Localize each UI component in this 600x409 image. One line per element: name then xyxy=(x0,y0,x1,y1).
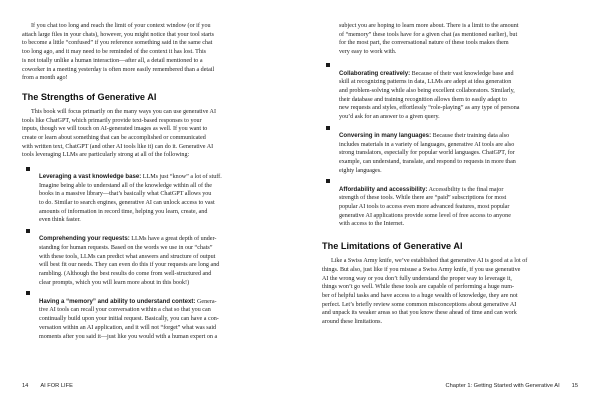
list-item-lead: Having a “memory” and ability to understand context: xyxy=(39,297,196,305)
square-bullet-icon xyxy=(326,126,330,130)
list-item xyxy=(22,227,284,288)
list-item-text: Accessibility is the final major strength of these tools. While there are “paid” subscriptions for most popular AI tools to access even more advanced features, most popular generative AI applications provide some level of free access to anyone with access to the Internet. xyxy=(339,186,511,228)
square-bullet-icon xyxy=(326,63,330,67)
left-paragraph-2: This book will focus primarily on the many ways you can use generative AI tools like ChatGPT, which primarily provide text-based responses to your inputs, though we will touch on AI-generated images as well. If you want to create or learn about something that can be accomplished or communicated with written text, ChatGPT (and other AI tools like it) can do it. Generative AI tools leveraging LLMs are particularly strong at all of the following: xyxy=(22,108,216,159)
list-item xyxy=(322,177,584,229)
page-number: 14 xyxy=(22,383,29,389)
strengths-heading: The Strengths of Generative AI xyxy=(22,91,157,102)
square-bullet-icon xyxy=(26,167,30,171)
list-item-lead: Comprehending your requests: xyxy=(39,235,130,243)
page-number: 15 xyxy=(571,383,578,389)
right-footer xyxy=(446,383,578,389)
right-page xyxy=(322,22,584,327)
list-item-lead: Conversing in many languages: xyxy=(339,131,432,139)
strengths-list xyxy=(22,164,284,341)
right-paragraph-1: Like a Swiss Army knife, we’ve established that generative AI is good at a lot of things. But also, just like if you misuse a Swiss Army knife, if you use generative AI the wrong way or you don’t fully understand the proper way to leverage it, things won’t go well. While these tools are capable of performing a huge num- ber of helpful tasks and have access to a huge wealth of knowledge, they are not perfect. Let’s briefly review some common misconceptions about generative AI and unpack its weaker areas so that you know these ahead of time and can work around these limitations. xyxy=(322,258,528,326)
list-item-lead: Collaborating creatively: xyxy=(339,69,411,77)
right-continuation: subject you are hoping to learn more about. There is a limit to the amount of “memory” these tools have for a given chat (as mentioned earlier), but for the most part, the conversational nature of these tools makes them very easy to work with. xyxy=(339,23,519,56)
list-item xyxy=(22,289,284,341)
list-item xyxy=(322,61,584,122)
list-item-text: LLMs just “know” a lot of stuff. Imagine being able to understand all of the knowledge within all of the books in a massive library—that’s basically what ChatGPT allows you to do. Similar to search engines, generative AI can unlock access to vast amounts of information in record time, helping you learn, create, and even think faster. xyxy=(39,173,222,224)
list-item-text: Because their training data also includes materials in a variety of languages, generative AI tools are also strong translators, especially for popular world languages. ChatGPT, for example, can understand, translate, and respond to requests in more than eighty languages. xyxy=(339,132,516,174)
left-paragraph-1: If you chat too long and reach the limit of your context window (or if you attach large files in your chats), however, you might notice that your tool starts to become a little “confused” if you reference something said in the same chat too long ago, and it may need to be reminded of the context it has lost. This is not totally unlike a human interaction—after all, a detail mentioned to a coworker in a meeting yesterday is often more easily remembered than a detail from a month ago! xyxy=(22,23,215,82)
list-item xyxy=(322,123,584,175)
list-item-text: LLMs have a great depth of under- standing for human requests. Based on the words we use in our “chats” with these tools, LLMs can predict what answers and structure of output will best fit our needs. They can even do this if your requests are long and rambling. (Although the best results do come from well-structured and clear prompts, which you will learn more about in this book!) xyxy=(39,236,220,286)
list-item-lead: Affordability and accessibility: xyxy=(339,185,428,193)
running-head: Chapter 1: Getting Started with Generative AI xyxy=(445,383,560,389)
square-bullet-icon xyxy=(26,229,30,233)
square-bullet-icon xyxy=(26,291,30,295)
list-item-text: Genera- tive AI tools can recall your conversation within a chat so that you can continually build upon your initial request. Basically, you can have a con- versation within an AI application, and it will not “forget” what was said moments after you said it—just like you would with a human expert on a xyxy=(39,298,219,340)
limitations-heading: The Limitations of Generative AI xyxy=(322,241,463,252)
list-item-lead: Leveraging a vast knowledge base: xyxy=(39,172,142,180)
running-head: AI FOR LIFE xyxy=(40,383,73,389)
left-page xyxy=(22,22,284,343)
left-footer xyxy=(22,383,73,389)
strengths-list-continued xyxy=(322,61,584,229)
list-item-text: Because of their vast knowledge base and skill at recognizing patterns in data, LLMs are adept at idea generation and problem-solving while also being excellent collaborators. Similarly, their database and training recognition allows them to easily adapt to new requests and styles, effortlessly “role-playing” as any type of persona you’d ask for an answer to a given query. xyxy=(339,70,520,121)
list-item xyxy=(22,164,284,225)
square-bullet-icon xyxy=(326,179,330,183)
